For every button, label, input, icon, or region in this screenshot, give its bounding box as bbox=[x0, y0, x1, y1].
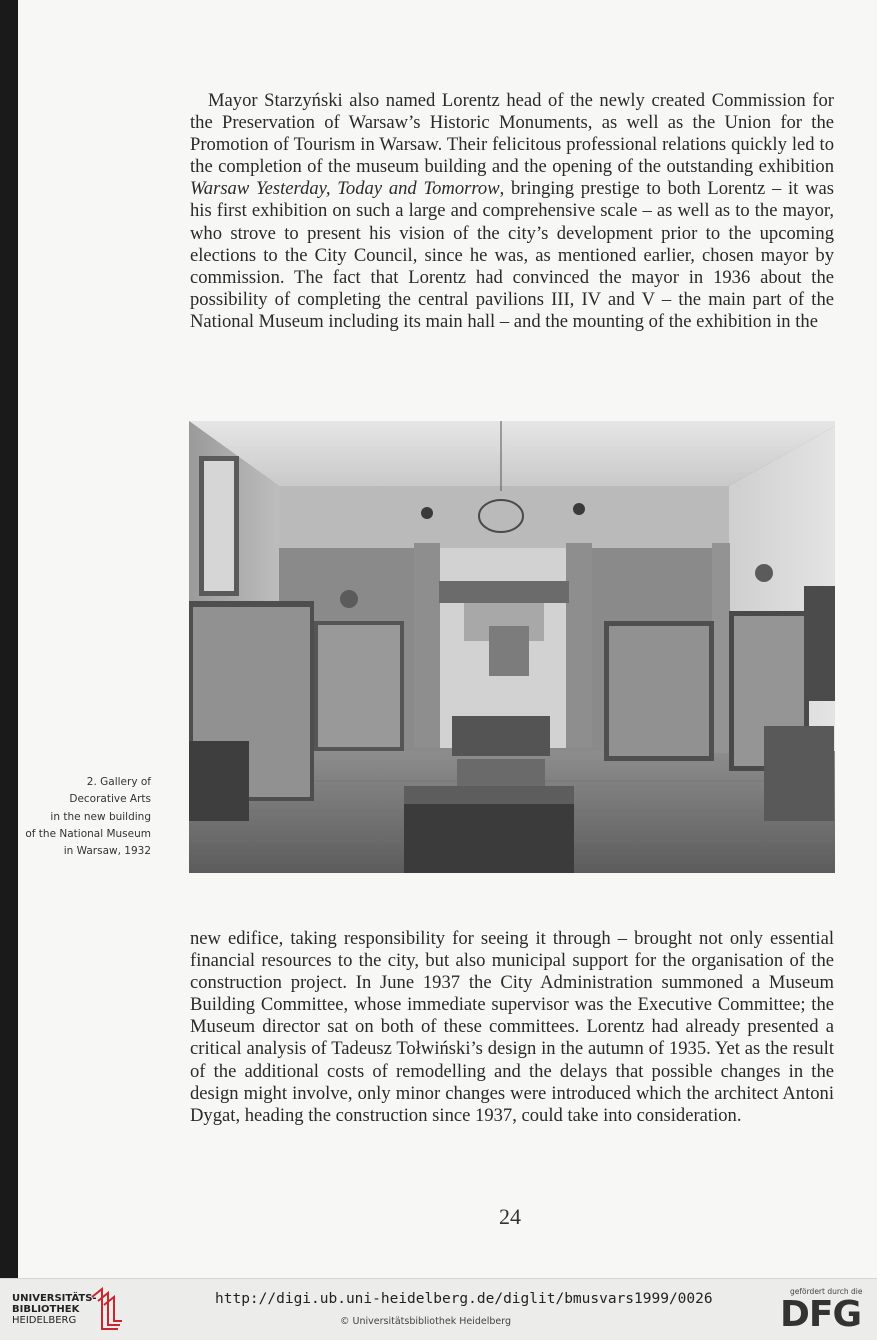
caption-line: 2. Gallery of bbox=[86, 776, 151, 788]
paragraph-1 bbox=[190, 90, 834, 333]
exhibition-title: Warsaw Yesterday, Today and Tomorrow bbox=[190, 178, 500, 200]
caption-line: Decorative Arts bbox=[69, 793, 151, 806]
library-name-line: HEIDELBERG bbox=[12, 1315, 77, 1326]
caption-line: in the new building bbox=[50, 810, 151, 823]
caption-line: of the National Museum bbox=[25, 827, 151, 840]
page-number: 24 bbox=[499, 1204, 521, 1229]
copyright-notice: © Universitätsbibliothek Heidelberg bbox=[340, 1316, 512, 1327]
library-logo-icon[interactable] bbox=[88, 1285, 124, 1340]
library-name[interactable] bbox=[12, 1293, 97, 1326]
paragraph-2: new edifice, taking responsibility for seeing it through – brought not only essential financial resources to the city, but also municipal support for the organisation of the construction project. In June 1937 the City Administration summoned a Museum Building Committee, whose immediate supervisor was the Executive Committee; the Museum director sat on both of these committees. Lorentz had already presented a critical analysis of Tadeusz Tołwiński’s design in the autumn of 1935. Yet as the result of the additional costs of remodelling and the delays that possible changes in the design might involve, only minor changes were introduced which the architect Antoni Dygat, heading the construction since 1937, could take into consideration. bbox=[190, 928, 834, 1126]
paragraph-1-text: Mayor Starzyński also named Lorentz head of the newly created Commission for the Preservation of Warsaw’s Historic Monuments, as well as the Union for the Promotion of Tourism in Warsaw. Their felicitous professional relations quickly led to the completion of the museum building and the opening of the outstanding exhibition bbox=[190, 90, 834, 178]
caption-line: in Warsaw, 1932 bbox=[63, 845, 151, 858]
paragraph-1-text-end: , bringing prestige to both Lorentz – it was his first exhibition on such a large and comprehensive scale – as well as to the mayor, who strove to present his vision of the city’s development prior to the upcoming elections to the City Council, since he was, as mentioned earlier, chosen mayor by commission. The fact that Lorentz had convinced the mayor in 1936 about the possibility of completing the central pavilions III, IV and V – the main part of the National Museum including its main hall – and the mounting of the exhibition in the bbox=[190, 178, 834, 332]
library-name-line: UNIVERSITÄTS- bbox=[12, 1293, 97, 1304]
figure-caption bbox=[0, 774, 151, 860]
library-name-line: BIBLIOTHEK bbox=[12, 1304, 80, 1315]
dfg-logo[interactable]: DFG bbox=[780, 1294, 862, 1335]
funded-by-label: gefördert durch die bbox=[790, 1287, 863, 1296]
scan-edge bbox=[0, 0, 18, 1278]
gallery-photograph bbox=[189, 421, 835, 873]
footer-bar bbox=[0, 1278, 877, 1340]
permalink-url[interactable]: http://digi.ub.uni-heidelberg.de/diglit/bmusvars1999/0026 bbox=[215, 1291, 713, 1307]
